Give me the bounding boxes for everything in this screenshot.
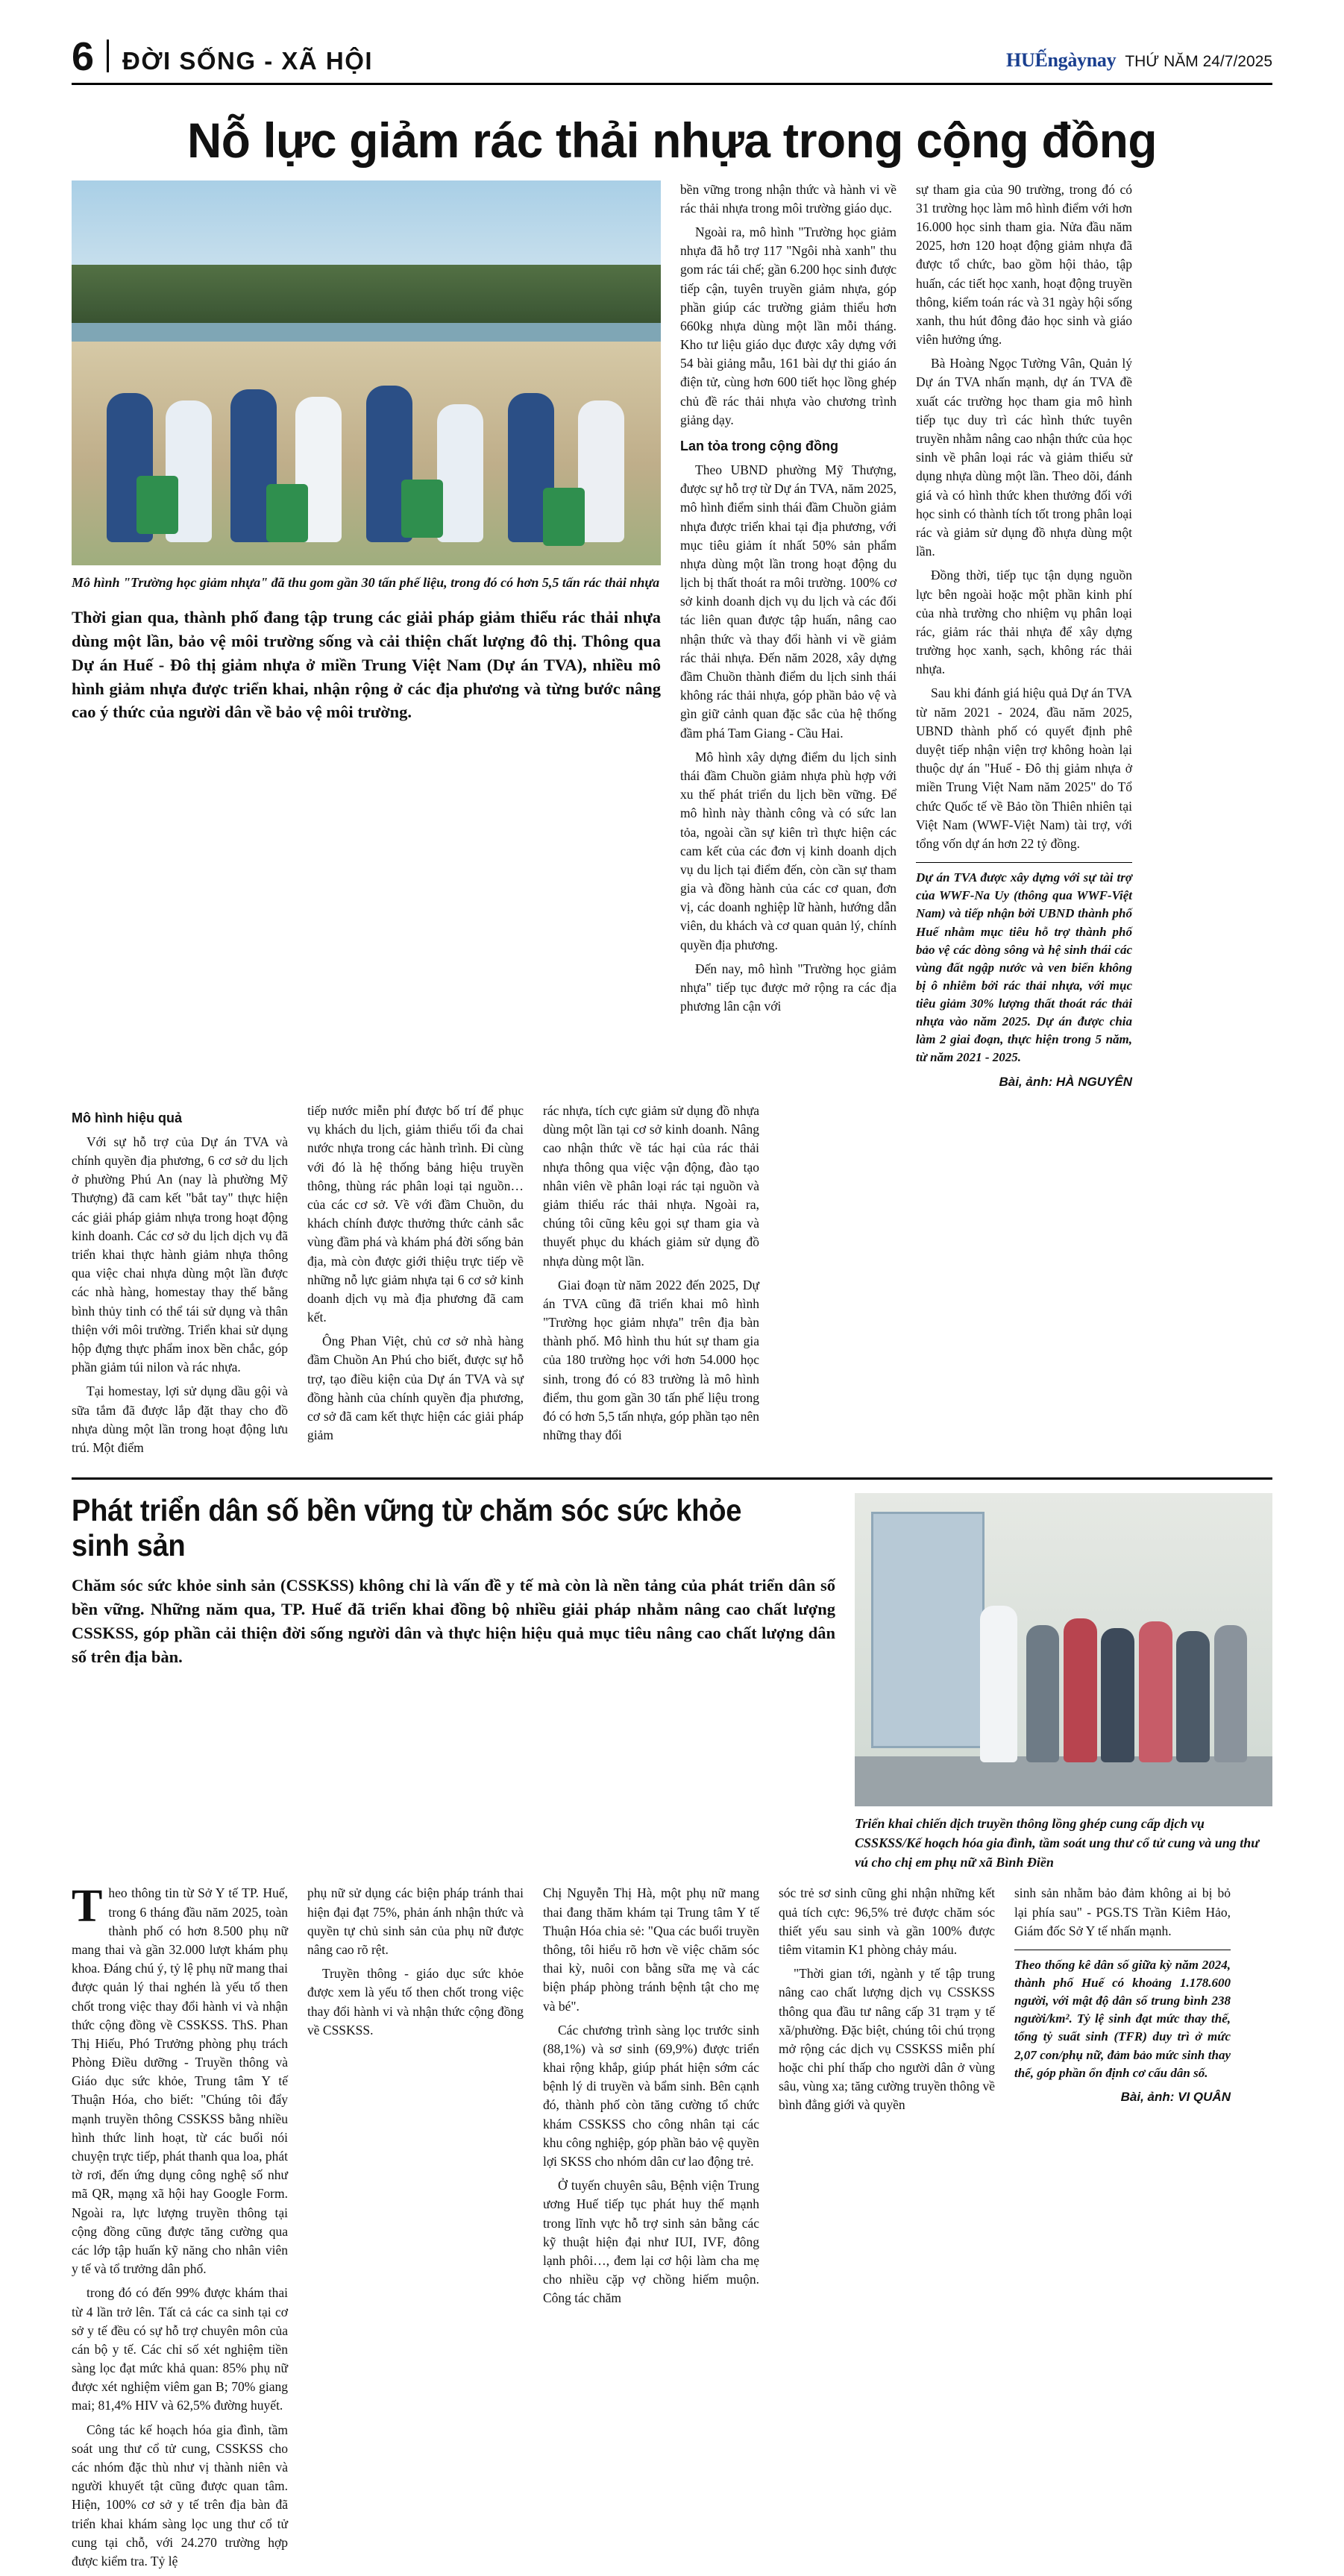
article1-right-columns <box>680 180 1272 1091</box>
photo-green-bag <box>401 480 443 538</box>
masthead-left <box>72 34 374 79</box>
paragraph: sự tham gia của 90 trường, trong đó có 31 trường học làm mô hình điểm với hơn 16.000 học sinh tham gia. Nửa đầu năm 2025, hơn 120 hoạt động giảm nhựa đã được tổ chức, bao gồm hội thảo, tập huấn, các tiết học xanh, hoạt động truyền thông, kiểm toán rác và 31 ngày hội sống xanh, thu hút đông đảo học sinh và giáo viên hưởng ứng. <box>916 181 1132 348</box>
photo-volunteer <box>437 404 483 542</box>
paragraph: sinh sản nhằm bảo đảm không ai bị bỏ lại phía sau" - PGS.TS Trần Kiêm Hảo, Giám đốc Sở Y tế nhấn mạnh. <box>1014 1885 1231 1938</box>
article2-column-5 <box>1014 1884 1231 2576</box>
photo-green-bag <box>136 476 178 534</box>
paragraph: "Thời gian tới, ngành y tế tập trung nâng cao chất lượng dịch vụ CSSKSS thông qua đầu tư nâng cấp 31 trạm y tế xã/phường. Đặc biệt, chúng tôi chú trọng mở rộng các dịch vụ CSSKSS miễn phí hoặc chi phí thấp cho người dân ở vùng sâu, vùng xa; tăng cường truyền thông về bình đẳng giới và quyền <box>779 1966 995 2113</box>
article-plastic-waste <box>72 112 1272 1463</box>
paragraph: rác nhựa, tích cực giảm sử dụng đồ nhựa dùng một lần tại cơ sở kinh doanh. Nâng cao nhận thức về tác hại của rác thải nhựa thông qua việc vận động, đào tạo nhân viên về phân loại rác tại nguồn và giảm thiểu rác thải nhựa. Ngoài ra, chúng tôi cũng kêu gọi sự tham gia và thuyết phục du khách giảm sử dụng đồ nhựa dùng một lần. <box>543 1103 759 1269</box>
paragraph: Đồng thời, tiếp tục tận dụng nguồn lực bên ngoài hoặc một phần kinh phí của nhà trường cho nhiệm vụ phân loại rác, giảm rác thải nhựa để xây dựng trường học xanh, sạch, không rác thải nhựa. <box>916 568 1132 677</box>
photo-attendee <box>1176 1631 1210 1762</box>
masthead-right <box>1006 49 1272 75</box>
clinic-campaign-photo <box>855 1493 1272 1806</box>
photo-attendee <box>1064 1618 1097 1762</box>
page-number: 6 <box>72 34 94 79</box>
paragraph: tiếp nước miễn phí được bố trí để phục vụ khách du lịch, giảm thiểu tối đa chai nước nhựa trong các hành trình. Đi cùng với đó là hệ thống bảng hiệu truyền thông, thùng rác phân loại tại nguồn… của các cơ sở. Về với đầm Chuồn, du khách chính được thưởng thức cảnh sắc vùng đầm phá và khám phá đời sống bản địa, mà còn được giới thiệu trực tiếp về những nỗ lực giảm nhựa tại 6 cơ sở kinh doanh dịch vụ mà địa phương đã cam kết. <box>307 1103 524 1325</box>
paragraph: Đến nay, mô hình "Trường học giảm nhựa" tiếp tục được mở rộng ra các địa phương lân cận với <box>680 961 896 1014</box>
paragraph: phụ nữ sử dụng các biện pháp tránh thai hiện đại đạt 75%, phản ánh nhận thức và quyền tự chủ sinh sản của phụ nữ được nâng cao rõ rệt. <box>307 1885 524 1957</box>
article1-byline: Bài, ảnh: HÀ NGUYÊN <box>999 1074 1132 1089</box>
article2-side-note: Theo thống kê dân số giữa kỳ năm 2024, thành phố Huế có khoảng 1.178.600 người, với mật độ dân số trung bình 238 người/km². Tỷ lệ sinh đạt mức thay thế, tổng tỷ suất sinh (TFR) duy trì ở mức 2,07 con/phụ nữ, đảm bảo mức sinh thay thế, góp phần ổn định cơ cấu dân số. <box>1014 1950 1231 2082</box>
photo-green-bag <box>543 488 585 546</box>
paragraph: Các chương trình sàng lọc trước sinh (88,1%) và sơ sinh (69,9%) được triển khai rộng khắp, giúp phát hiện sớm các bệnh lý di truyền và bẩm sinh. Bên cạnh đó, thành phố còn tăng cường tổ chức khám CSSKSS cho công nhân tại các khu công nghiệp, góp phần bảo vệ quyền lợi SKSS cho nhóm dân cư lao động trẻ. <box>543 2022 759 2169</box>
paragraph: Theo thông tin từ Sở Y tế TP. Huế, trong 6 tháng đầu năm 2025, toàn thành phố có hơn 8.500 phụ nữ mang thai và gần 32.000 lượt khám phụ khoa. Đáng chú ý, tỷ lệ phụ nữ mang thai được quản lý thai nghén là yếu tố then chốt trong việc thay đổi hành vi và nhận thức cộng đồng về CSSKSS. ThS. Phan Thị Hiếu, Phó Trưởng phòng phụ trách Phòng Điều dưỡng - Truyền thông và Giáo dục sức khỏe, Trung tâm Y tế Thuận Hóa, cho biết: "Chúng tôi đẩy mạnh truyền thông CSSKSS bằng nhiều hình thức linh hoạt, từ các buổi nói chuyện trực tiếp, phát thanh qua loa, phát tờ rơi, đến ứng dụng công nghệ số như mã QR, mạng xã hội hay Google Form. Ngoài ra, lực lượng truyền thông tại cộng đồng cũng được tăng cường qua các lớp tập huấn kỹ năng cho nhân viên y tế và tổ trưởng dân phố. <box>72 1881 288 2277</box>
article1-column-4 <box>680 180 896 1091</box>
photo-attendee <box>1214 1625 1248 1763</box>
article2-columns <box>72 1881 1272 2576</box>
paragraph: Ở tuyến chuyên sâu, Bệnh viện Trung ương Huế tiếp tục phát huy thế mạnh trong lĩnh vực hỗ trợ sinh sản bằng các kỹ thuật hiện đại như IUI, IVF, đông lạnh phôi…, đem lại cơ hội làm cha mẹ cho nhiều cặp vợ chồng hiếm muộn. Công tác chăm <box>543 2178 759 2306</box>
photo-attendee <box>1139 1621 1172 1762</box>
article2-column-3 <box>543 1884 759 2576</box>
paragraph: Theo UBND phường Mỹ Thượng, được sự hỗ trợ từ Dự án TVA, năm 2025, mô hình điểm sinh thái đầm Chuồn giảm nhựa được triển khai tại địa phương, với mục tiêu giảm ít nhất 50% sản phẩm nhựa dùng một lần trong hoạt động du lịch bị thất thoát ra môi trường. 100% cơ sở kinh doanh dịch vụ du lịch và các đối tác liên quan được tập huấn, nâng cao nhận thức và thay đổi hành vi về giảm rác thải nhựa. Đến năm 2028, xây dựng đầm Chuồn thành điểm du lịch sinh thái không rác thải nhựa, góp phần bảo vệ và gìn giữ cảnh quan đặc sắc của hệ thống đầm phá Tam Giang - Cầu Hai. <box>680 462 896 741</box>
paragraph: Sau khi đánh giá hiệu quả Dự án TVA từ năm 2021 - 2024, đầu năm 2025, UBND thành phố có quyết định phê duyệt tiếp nhận viện trợ không hoàn lại thuộc dự án "Huế - Đô thị giảm nhựa ở miền Trung Việt Nam năm 2025" do Tổ chức Quốc tế về Bảo tồn Thiên nhiên tại Việt Nam (WWF-Việt Nam) tài trợ, với tổng vốn dự án hơn 22 tỷ đồng. <box>916 685 1132 851</box>
article2-headline: Phát triển dân số bền vững từ chăm sóc sức khỏe sinh sản <box>72 1493 742 1563</box>
paragraph: Truyền thông - giáo dục sức khỏe được xem là yếu tố then chốt trong việc thay đổi hành vi và nhận thức cộng đồng về CSSKSS. <box>307 1966 524 2038</box>
article1-spacer-2 <box>1014 1102 1231 1463</box>
newspaper-brand: HUẾngàynay <box>1006 48 1117 71</box>
issue-date: THỨ NĂM 24/7/2025 <box>1125 52 1272 70</box>
article2-photo-caption: Triển khai chiến dịch truyền thông lồng ghép cung cấp dịch vụ CSSKSS/Kế hoạch hóa gia đình, tầm soát ung thư cổ tử cung và ung thư vú cho chị em phụ nữ xã Bình Điền <box>855 1816 1260 1870</box>
article1-spacer-1 <box>779 1102 995 1463</box>
photo-volunteer <box>578 400 624 542</box>
article1-side-note: Dự án TVA được xây dựng với sự tài trợ của WWF-Na Uy (thông qua WWF-Việt Nam) và tiếp nhận bởi UBND thành phố Huế nhằm mục tiêu hỗ trợ thành phố bảo vệ các dòng sông và hệ sinh thái các vùng đất ngập nước và ven biển không bị ô nhiễm bởi rác thải nhựa, với mục tiêu giảm 30% lượng thất thoát rác thải nhựa vào năm 2025. Dự án được chia làm 2 giai đoạn, thực hiện trong 5 năm, từ năm 2021 - 2025. <box>916 862 1132 1066</box>
article1-column-2 <box>307 1102 524 1463</box>
photo-green-bag <box>266 484 308 542</box>
article1-subhead-2: Lan tỏa trong cộng đồng <box>680 439 838 454</box>
paragraph: Mô hình xây dựng điểm du lịch sinh thái đầm Chuồn giảm nhựa phù hợp với xu thế phát triển du lịch bền vững. Để mô hình này thành công và có sức lan tỏa, ngoài cần sự kiên trì thực hiện các cam kết của các đơn vị kinh doanh dịch vụ du lịch tại điểm đến, còn cần sự tham gia và đồng hành của các cơ quan, đơn vị, các doanh nghiệp lữ hành, hướng dẫn viên, du khách và cơ quan quản lý, chính quyền địa phương. <box>680 749 896 952</box>
paragraph: trong đó có đến 99% được khám thai từ 4 lần trở lên. Tất cả các ca sinh tại cơ sở y tế đều có sự hỗ trợ chuyên môn của cán bộ y tế. Các chỉ số xét nghiệm tiền sàng lọc đạt mức khả quan: 85% phụ nữ được xét nghiệm viêm gan B; 70% giang mai; 81,4% HIV và 62,5% đường huyết. <box>72 2285 288 2413</box>
paragraph: sóc trẻ sơ sinh cũng ghi nhận những kết quả tích cực: 96,5% trẻ được chăm sóc thiết yếu sau sinh và gần 100% được tiêm vitamin K1 phòng chảy máu. <box>779 1885 995 1957</box>
article2-byline: Bài, ảnh: VI QUÂN <box>1120 2089 1231 2104</box>
article1-photo-caption: Mô hình "Trường học giảm nhựa" đã thu gom gần 30 tấn phế liệu, trong đó có hơn 5,5 tấn rác thải nhựa <box>72 574 660 590</box>
masthead <box>72 0 1272 85</box>
paragraph: Công tác kế hoạch hóa gia đình, tầm soát ung thư cổ tử cung, CSSKSS cho các nhóm đặc thù như vị thành niên và người khuyết tật cũng được quan tâm. Hiện, 100% cơ sở y tế trên địa bàn đã triển khai khám sàng lọc ung thư cổ tử cung tại chỗ, với 24.270 trường hợp được kiểm tra. Tỷ lệ <box>72 2422 288 2569</box>
article1-headline: Nỗ lực giảm rác thải nhựa trong cộng đồng <box>187 112 1157 168</box>
article2-column-1 <box>72 1881 288 2576</box>
beach-cleanup-photo <box>72 180 661 565</box>
article2-top-block <box>72 1493 1272 1872</box>
masthead-divider <box>107 40 109 72</box>
article1-subhead-1: Mô hình hiệu quả <box>72 1110 182 1125</box>
article1-column-5 <box>916 180 1132 1091</box>
paragraph: Tại homestay, lợi sử dụng dầu gội và sữa tắm đã được lắp đặt thay cho đồ nhựa dùng một lần trong hoạt động lưu trú. Một điểm <box>72 1383 288 1455</box>
photo-attendee <box>1101 1628 1134 1763</box>
photo-floor <box>855 1756 1272 1806</box>
article1-bottom-block <box>72 1102 1272 1463</box>
article1-column-3 <box>543 1102 759 1463</box>
paragraph: Chị Nguyễn Thị Hà, một phụ nữ mang thai đang thăm khám tại Trung tâm Y tế Thuận Hóa chia sẻ: "Qua các buổi truyền thông, tôi hiểu rõ hơn về việc chăm sóc thai kỳ, nuôi con bằng sữa mẹ và các biện pháp phòng tránh bệnh tật cho mẹ và bé". <box>543 1885 759 2014</box>
article2-column-2 <box>307 1884 524 2576</box>
section-title: ĐỜI SỐNG - XÃ HỘI <box>122 46 374 75</box>
article1-lede: Thời gian qua, thành phố đang tập trung các giải pháp giảm thiểu rác thải nhựa dùng một lần, bảo vệ môi trường sống và cải thiện chất lượng đô thị. Thông qua Dự án Huế - Đô thị giảm nhựa ở miền Trung Việt Nam (Dự án TVA), nhiều mô hình giảm nhựa được triển khai, nhận rộng ở các địa phương và từng bước nâng cao ý thức của người dân về bảo vệ môi trường. <box>72 607 661 722</box>
article1-photo-column <box>72 180 661 1091</box>
article-reproductive-health <box>72 1493 1272 2576</box>
paragraph: bền vững trong nhận thức và hành vi về rác thải nhựa trong môi trường giáo dục. <box>680 181 896 216</box>
section-divider <box>72 1477 1272 1480</box>
article2-headline-lede <box>72 1493 835 1872</box>
paragraph: Bà Hoàng Ngọc Tường Vân, Quản lý Dự án TVA nhấn mạnh, dự án TVA đề xuất các trường học tham gia mô hình tiếp tục duy trì các hình thức tuyên truyền nhằm nâng cao nhận thức của học sinh về phân loại rác và giảm thiểu sử dụng nhựa dùng một lần. Theo dõi, đánh giá và có hình thức khen thưởng đối với học sinh có thành tích tốt trong phân loại rác và giảm sử dụng đồ nhựa dùng một lần. <box>916 356 1132 559</box>
paragraph: Giai đoạn từ năm 2022 đến 2025, Dự án TVA cũng đã triển khai mô hình "Trường học giảm nhựa" trên địa bàn thành phố. Mô hình thu hút sự tham gia của 180 trường học với hơn 54.000 học sinh, trong đó có 83 trường là mô hình điểm, thu gom gần 30 tấn phế liệu trong đó có hơn 5,5 tấn nhựa, góp phần tạo nên những thay đổi <box>543 1277 759 1443</box>
article1-column-1 <box>72 1102 288 1463</box>
article1-top-block <box>72 180 1272 1091</box>
photo-door <box>871 1512 985 1748</box>
article2-photo-column <box>855 1493 1272 1872</box>
paragraph: Ông Phan Việt, chủ cơ sở nhà hàng đầm Chuồn An Phú cho biết, được sự hỗ trợ, tạo điều kiện của Dự án TVA và sự đồng hành của chính quyền địa phương, cơ sở đã cam kết thực hiện các giải pháp giảm <box>307 1333 524 1443</box>
paragraph: Ngoài ra, mô hình "Trường học giảm nhựa đã hỗ trợ 117 "Ngôi nhà xanh" thu gom rác tái chế; gần 6.200 học sinh được tiếp cận, tuyên truyền giảm nhựa, góp phần giúp các trường giảm thiểu hơn 660kg nhựa dùng một lần mỗi tháng. Kho tư liệu giáo dục được xây dựng với 54 bài giảng mẫu, 161 bài dự thi giáo án điện tử, cùng hơn 600 tiết học lồng ghép chủ đề rác thải nhựa vào chương trình giảng dạy. <box>680 224 896 427</box>
article2-lede: Chăm sóc sức khỏe sinh sản (CSSKSS) không chỉ là vấn đề y tế mà còn là nền tảng của phát triển dân số bền vững. Những năm qua, TP. Huế đã triển khai đồng bộ nhiều giải pháp nhằm nâng cao chất lượng CSSKSS, góp phần cải thiện đời sống người dân và thực hiện hiệu quả mục tiêu nâng cao chất lượng dân số trên địa bàn. <box>72 1576 835 1666</box>
paragraph: Với sự hỗ trợ của Dự án TVA và chính quyền địa phương, 6 cơ sở du lịch ở phường Phú An (nay là phường Mỹ Thượng) đã cam kết "bắt tay" thực hiện các giải pháp giảm nhựa trong hoạt động kinh doanh. Các cơ sở du lịch dịch vụ đã triển khai thực hành giảm nhựa thông qua việc chai nhựa dùng một lần được các nhà hàng, homestay thay thế bằng bình thủy tinh có thể tái sử dụng và thân thiện với môi trường. Triển khai sử dụng hộp đựng thực phẩm inox bền chắc, góp phần giảm túi nilon và rác nhựa. <box>72 1134 288 1375</box>
photo-attendee <box>1026 1625 1060 1763</box>
article2-column-4 <box>779 1884 995 2576</box>
photo-health-worker <box>980 1606 1017 1762</box>
photo-treeline <box>72 265 661 327</box>
